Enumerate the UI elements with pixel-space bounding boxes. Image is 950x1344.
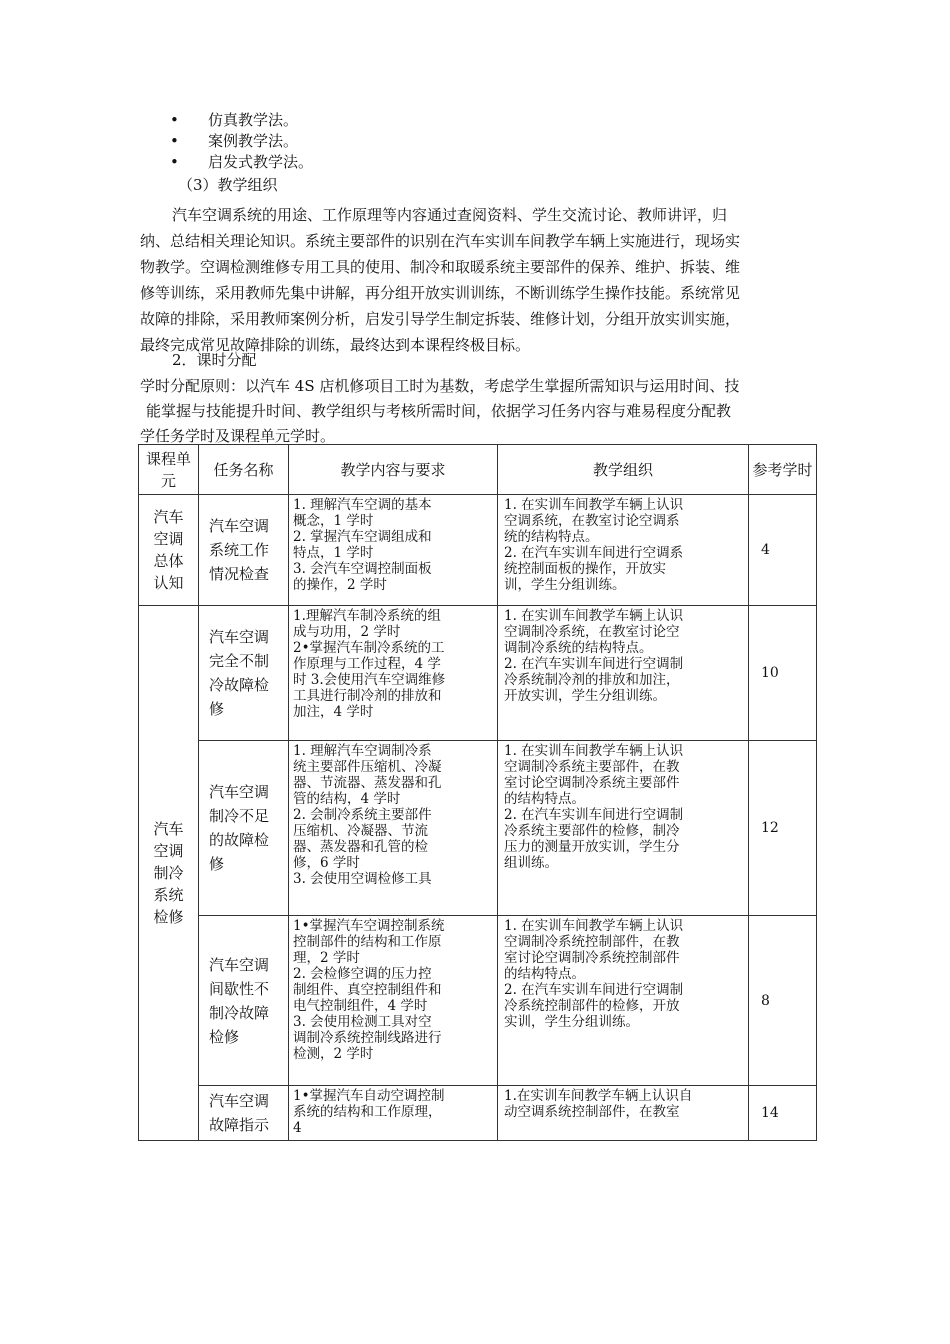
hours-cell: 14 <box>749 1086 817 1141</box>
hours-cell: 10 <box>749 606 817 741</box>
hours-cell: 4 <box>749 495 817 606</box>
hours-principle: 学时分配原则：以汽车 4S 店机修项目工时为基数，考虑学生掌握所需知识与运用时间、技 能掌握与技能提升时间、教学组织与考核所需时间，依据学习任务内容与难易程度分配教 学任务学时及课程单元学时。 <box>140 377 740 445</box>
table-row <box>139 1086 817 1141</box>
organization-cell: 1. 在实训车间教学车辆上认识 空调制冷系统主要部件，在教 室讨论空调制冷系统主要部件 的结构特点。 2. 在汽车实训车间进行空调制 冷系统主要部件的检修，制冷 压力的测量开放实训，学生分 组训练。 <box>498 741 749 916</box>
task-cell: 汽车空调 系统工作 情况检查 <box>199 495 289 606</box>
table-row <box>139 741 817 916</box>
organization-cell: 1. 在实训车间教学车辆上认识 空调制冷系统，在教室讨论空 调制冷系统的结构特点。 2. 在汽车实训车间进行空调制 冷系统制冷剂的排放和加注， 开放实训，学生分组训练。 <box>498 606 749 741</box>
content-cell: 1•掌握汽车自动空调控制 系统的结构和工作原理， 4 <box>289 1086 498 1141</box>
organization-paragraph: 汽车空调系统的用途、工作原理等内容通过查阅资料、学生交流讨论、教师讲评，归 纳、总结相关理论知识。系统主要部件的识别在汽车实训车间教学车辆上实施进行，现场实 物教学。空调检测维修专用工具的使用、制冷和取暖系统主要部件的保养、维护、拆装、维 修等训练，采用教师先集中讲解，再分组开放实训训练，不断训练学生操作技能。系统常见 故障的排除，采用教师案例分析，启发引导学生制定拆装、维修计划，分组开放实训实施， 最终完成常见故障排除的训练，最终达到本课程终极目标。 <box>140 206 741 354</box>
organization-cell: 1.在实训车间教学车辆上认识自 动空调系统控制部件，在教室 <box>498 1086 749 1141</box>
header-task: 任务名称 <box>199 445 289 495</box>
header-content: 教学内容与要求 <box>289 445 498 495</box>
table-row <box>139 606 817 741</box>
table-row <box>139 916 817 1086</box>
task-cell: 汽车空调 间歇性不 制冷故障 检修 <box>199 916 289 1086</box>
list-item: • 启发式教学法。 <box>170 153 314 171</box>
unit-cell: 汽车 空调 总体 认知 <box>139 495 199 606</box>
task-cell: 汽车空调 制冷不足 的故障检 修 <box>199 741 289 916</box>
bullet-icon: • <box>170 132 179 150</box>
content-cell: 1. 理解汽车空调的基本 概念，1 学时 2. 掌握汽车空调组成和 特点，1 学时 3. 会汽车空调控制面板 的操作，2 学时 <box>289 495 498 606</box>
bullet-icon: • <box>170 111 179 129</box>
header-organization: 教学组织 <box>498 445 749 495</box>
organization-cell: 1. 在实训车间教学车辆上认识 空调制冷系统控制部件，在教 室讨论空调制冷系统控制部件 的结构特点。 2. 在汽车实训车间进行空调制 冷系统控制部件的检修，开放 实训，学生分组训练。 <box>498 916 749 1086</box>
hours-allocation-table <box>138 444 817 1141</box>
table-header-row <box>139 445 817 495</box>
organization-cell: 1. 在实训车间教学车辆上认识 空调系统，在教室讨论空调系 统的结构特点。 2. 在汽车实训车间进行空调系 统控制面板的操作，开放实 训，学生分组训练。 <box>498 495 749 606</box>
content-cell: 1. 理解汽车空调制冷系 统主要部件压缩机、冷凝 器、节流器、蒸发器和孔 管的结构，4 学时 2. 会制冷系统主要部件 压缩机、冷凝器、节流 器、蒸发器和孔管的检 修，6 学时 3. 会使用空调检修工具 <box>289 741 498 916</box>
header-unit: 课程单元 <box>139 445 199 495</box>
bullet-icon: • <box>170 153 179 171</box>
task-cell: 汽车空调 故障指示 <box>199 1086 289 1141</box>
table-row <box>139 495 817 606</box>
teaching-methods-list <box>170 110 313 173</box>
header-hours: 参考学时 <box>749 445 817 495</box>
hours-cell: 8 <box>749 916 817 1086</box>
list-item: • 案例教学法。 <box>170 132 299 150</box>
hours-cell: 12 <box>749 741 817 916</box>
task-cell: 汽车空调 完全不制 冷故障检 修 <box>199 606 289 741</box>
unit-cell: 汽车 空调 制冷 系统 检修 <box>139 606 199 1141</box>
hours-heading: 2．课时分配 <box>172 351 257 369</box>
section-heading: （3）教学组织 <box>178 176 278 194</box>
list-item: • 仿真教学法。 <box>170 111 299 129</box>
content-cell: 1•掌握汽车空调控制系统 控制部件的结构和工作原 理，2 学时 2. 会检修空调的压力控 制组件、真空控制组件和 电气控制组件，4 学时 3. 会使用检测工具对空 调制冷系统控制线路进行 检测，2 学时 <box>289 916 498 1086</box>
content-cell: 1.理解汽车制冷系统的组 成与功用，2 学时 2•掌握汽车制冷系统的工 作原理与工作过程，4 学 时 3.会使用汽车空调维修 工具进行制冷剂的排放和 加注，4 学时 <box>289 606 498 741</box>
